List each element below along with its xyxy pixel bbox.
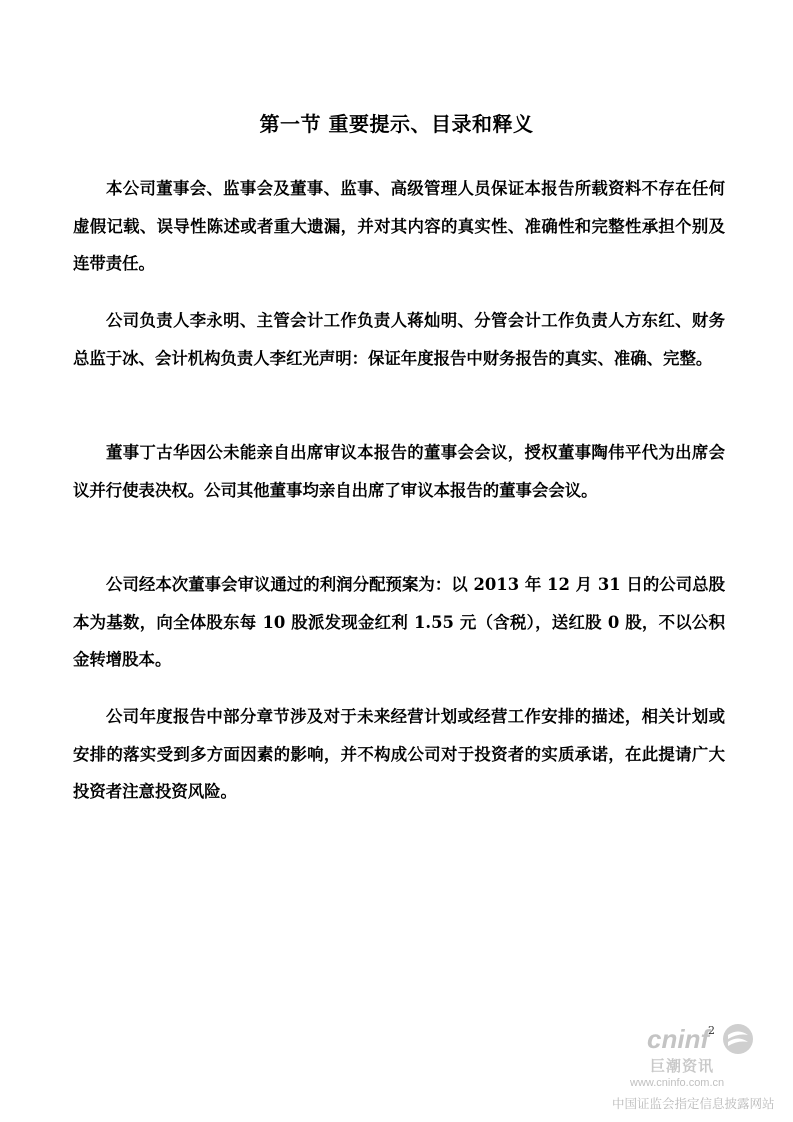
watermark-url: www.cninfo.com.cn	[630, 1077, 725, 1089]
cninfo-logo-icon	[720, 1022, 756, 1061]
paragraph-profit-distribution: 公司经本次董事会审议通过的利润分配预案为：以 2013 年 12 月 31 日的公司总股本为基数，向全体股东每 10 股派发现金红利 1.55 元（含税），送红股 0 股，不以公积金转增股本。	[73, 575, 725, 669]
watermark-description: 中国证监会指定信息披露网站	[612, 1097, 775, 1111]
cninfo-watermark	[600, 1020, 793, 1122]
section-title: 第一节 重要提示、目录和释义	[259, 112, 534, 136]
watermark-logo-text: cninf	[647, 1024, 710, 1054]
paragraph-forward-looking-disclaimer: 公司年度报告中部分章节涉及对于未来经营计划或经营工作安排的描述，相关计划或安排的落实受到多方面因素的影响，并不构成公司对于投资者的实质承诺，在此提请广大投资者注意投资风险。	[73, 707, 725, 801]
paragraph-financial-declaration: 公司负责人李永明、主管会计工作负责人蒋灿明、分管会计工作负责人方东红、财务总监于冰、会计机构负责人李红光声明：保证年度报告中财务报告的真实、准确、完整。	[73, 311, 725, 368]
paragraph-responsibility-statement: 本公司董事会、监事会及董事、监事、高级管理人员保证本报告所载资料不存在任何虚假记载、误导性陈述或者重大遗漏，并对其内容的真实性、准确性和完整性承担个别及连带责任。	[73, 179, 725, 273]
paragraph-director-attendance: 董事丁古华因公未能亲自出席审议本报告的董事会会议，授权董事陶伟平代为出席会议并行使表决权。公司其他董事均亲自出席了审议本报告的董事会会议。	[73, 443, 725, 500]
page-number: 2	[708, 1024, 715, 1037]
watermark-chinese-name: 巨潮资讯	[650, 1058, 715, 1075]
